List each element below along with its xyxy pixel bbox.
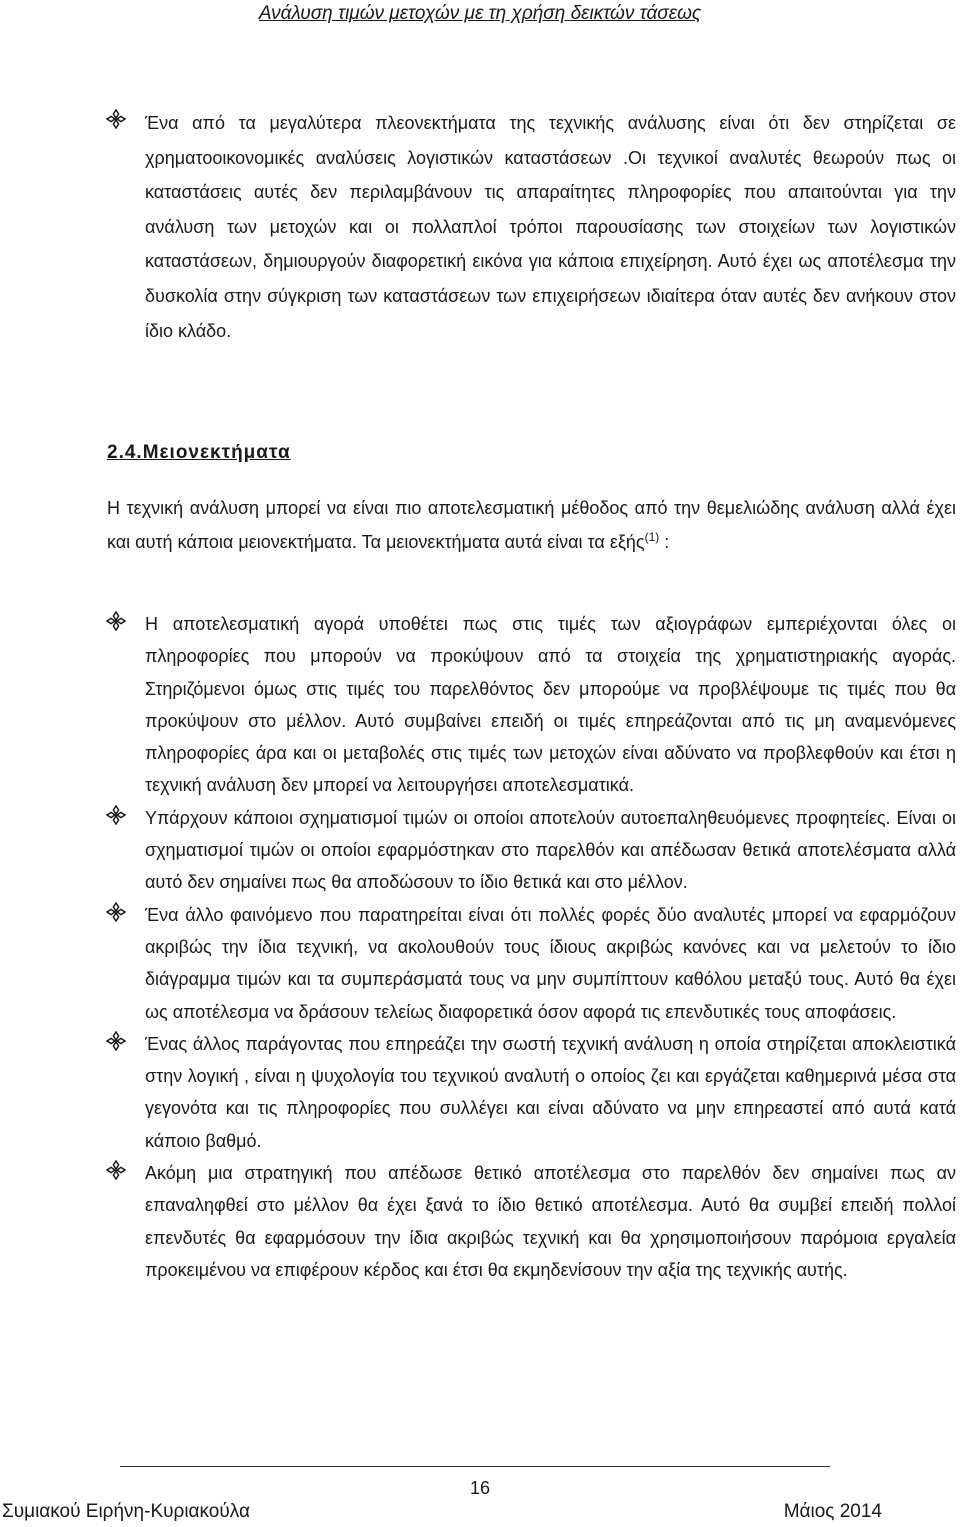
bullet-text: Η αποτελεσματική αγορά υποθέτει πως στις τιμές των αξιογράφων εμπεριέχονται όλες οι πληροφορίες που μπορούν να προκύψουν από τα στοιχεία της χρηματιστηριακής αγοράς. Στηριζόμενοι όμως στις τιμές του παρελθόντος δεν μπορούμε να προβλέψουμε τις τιμές που θα προκύψουν στο μέλλον. Αυτό συμβαίνει επειδή οι τιμές επηρεάζονται από τις μη αναμενόμενες πληροφορίες άρα και οι μεταβολές στις τιμές των μετοχών είναι αδύνατο να προβλεφθούν και έτσι η τεχνική ανάλυση δεν μπορεί να λειτουργήσει αποτελεσματικά. <box>145 614 956 796</box>
bullet-text: Ένας άλλος παράγοντας που επηρεάζει την σωστή τεχνική ανάλυση η οποία στηρίζεται αποκλειστικά στην λογική , είναι η ψυχολογία του τεχνικού αναλυτή ο οποίος ζει και εργάζεται καθημερινά μέσα στα γεγονότα και τις πληροφορίες που συλλέγει και είναι αδύνατο να μην επηρεαστεί από αυτά κατά κάποιο βαθμό. <box>145 1033 956 1151</box>
running-header-title: Ανάλυση τιμών μετοχών με τη χρήση δεικτών τάσεως <box>258 3 702 24</box>
footer-author: Συμιακού Ειρήνη-Κυριακούλα <box>2 1501 250 1522</box>
section-intro-text: Η τεχνική ανάλυση μπορεί να είναι πιο αποτελεσματική μέθοδος από την θεμελιώδης ανάλυση αλλά έχει και αυτή κάποια μειονεκτήματα. Τα μειονεκτήματα αυτά είναι τα εξής <box>107 498 956 552</box>
citation-superscript: (1) <box>644 530 660 544</box>
bullet-item <box>0 1028 960 1157</box>
bullet-item <box>0 1157 960 1286</box>
bullet-item <box>0 802 960 899</box>
bullet-item <box>0 899 960 1028</box>
disadvantages-bullet-list <box>0 608 960 1286</box>
bullet-item <box>0 608 960 802</box>
diamond-bullet-icon <box>106 902 126 922</box>
page-number: 16 <box>469 1478 491 1498</box>
diamond-bullet-icon <box>106 805 126 825</box>
bullet-item <box>0 106 960 348</box>
intro-bullet-list <box>0 106 960 348</box>
diamond-bullet-icon <box>106 1160 126 1180</box>
footer-divider <box>120 1466 830 1467</box>
bullet-text: Ένα άλλο φαινόμενο που παρατηρείται είναι ότι πολλές φορές δύο αναλυτές μπορεί να εφαρμόζουν ακριβώς την ίδια τεχνική, να ακολουθούν τους ίδιους ακριβώς κανόνες και να μελετούν το ίδιο διάγραμμα τιμών και τα συμπεράσματά τους να μην συμπίπτουν καθόλου μεταξύ τους. Αυτό θα έχει ως αποτέλεσμα να δράσουν τελείως διαφορετικά όσον αφορά τις επενδυτικές τους αποφάσεις. <box>145 904 956 1022</box>
section-intro-paragraph <box>107 491 956 559</box>
footer-date: Μάιος 2014 <box>783 1501 882 1522</box>
diamond-bullet-icon <box>106 109 126 129</box>
diamond-bullet-icon <box>106 611 126 631</box>
section-intro-end: : <box>659 532 670 552</box>
bullet-text: Ένα από τα μεγαλύτερα πλεονεκτήματα της τεχνικής ανάλυσης είναι ότι δεν στηρίζεται σε χρηματοοικονομικές αναλύσεις λογιστικών καταστάσεων .Οι τεχνικοί αναλυτές θεωρούν πως οι καταστάσεις αυτές δεν περιλαμβάνουν τις απαραίτητες πληροφορίες που απαιτούνται για την ανάλυση των μετοχών και οι πολλαπλοί τρόποι παρουσίασης των στοιχείων των λογιστικών καταστάσεων, δημιουργούν διαφορετική εικόνα για κάποια επιχείρηση. Αυτό έχει ως αποτέλεσμα την δυσκολία στην σύγκριση των καταστάσεων των επιχειρήσεων ιδιαίτερα όταν αυτές δεν ανήκουν στον ίδιο κλάδο. <box>145 113 956 341</box>
section-heading: 2.4.Μειονεκτήματα <box>107 442 291 463</box>
bullet-text: Ακόμη μια στρατηγική που απέδωσε θετικό αποτέλεσμα στο παρελθόν δεν σημαίνει πως αν επαναληφθεί στο μέλλον θα έχει ξανά το ίδιο θετικό αποτέλεσμα. Αυτό θα συμβεί επειδή πολλοί επενδυτές θα εφαρμόσουν την ίδια ακριβώς τεχνική και θα χρησιμοποιήσουν παρόμοια εργαλεία προκειμένου να επιφέρουν κέρδος και έτσι θα εκμηδενίσουν την αξία της τεχνικής αυτής. <box>145 1163 956 1280</box>
bullet-text: Υπάρχουν κάποιοι σχηματισμοί τιμών οι οποίοι αποτελούν αυτοεπαληθευόμενες προφητείες. Είναι οι σχηματισμοί τιμών οι οποίοι εφαρμόστηκαν στο παρελθόν και απέδωσαν θετικά αποτελέσματα αλλά αυτό δεν σημαίνει πως θα αποδώσουν το ίδιο θετικά και στο μέλλον. <box>145 807 956 893</box>
diamond-bullet-icon <box>106 1031 126 1051</box>
